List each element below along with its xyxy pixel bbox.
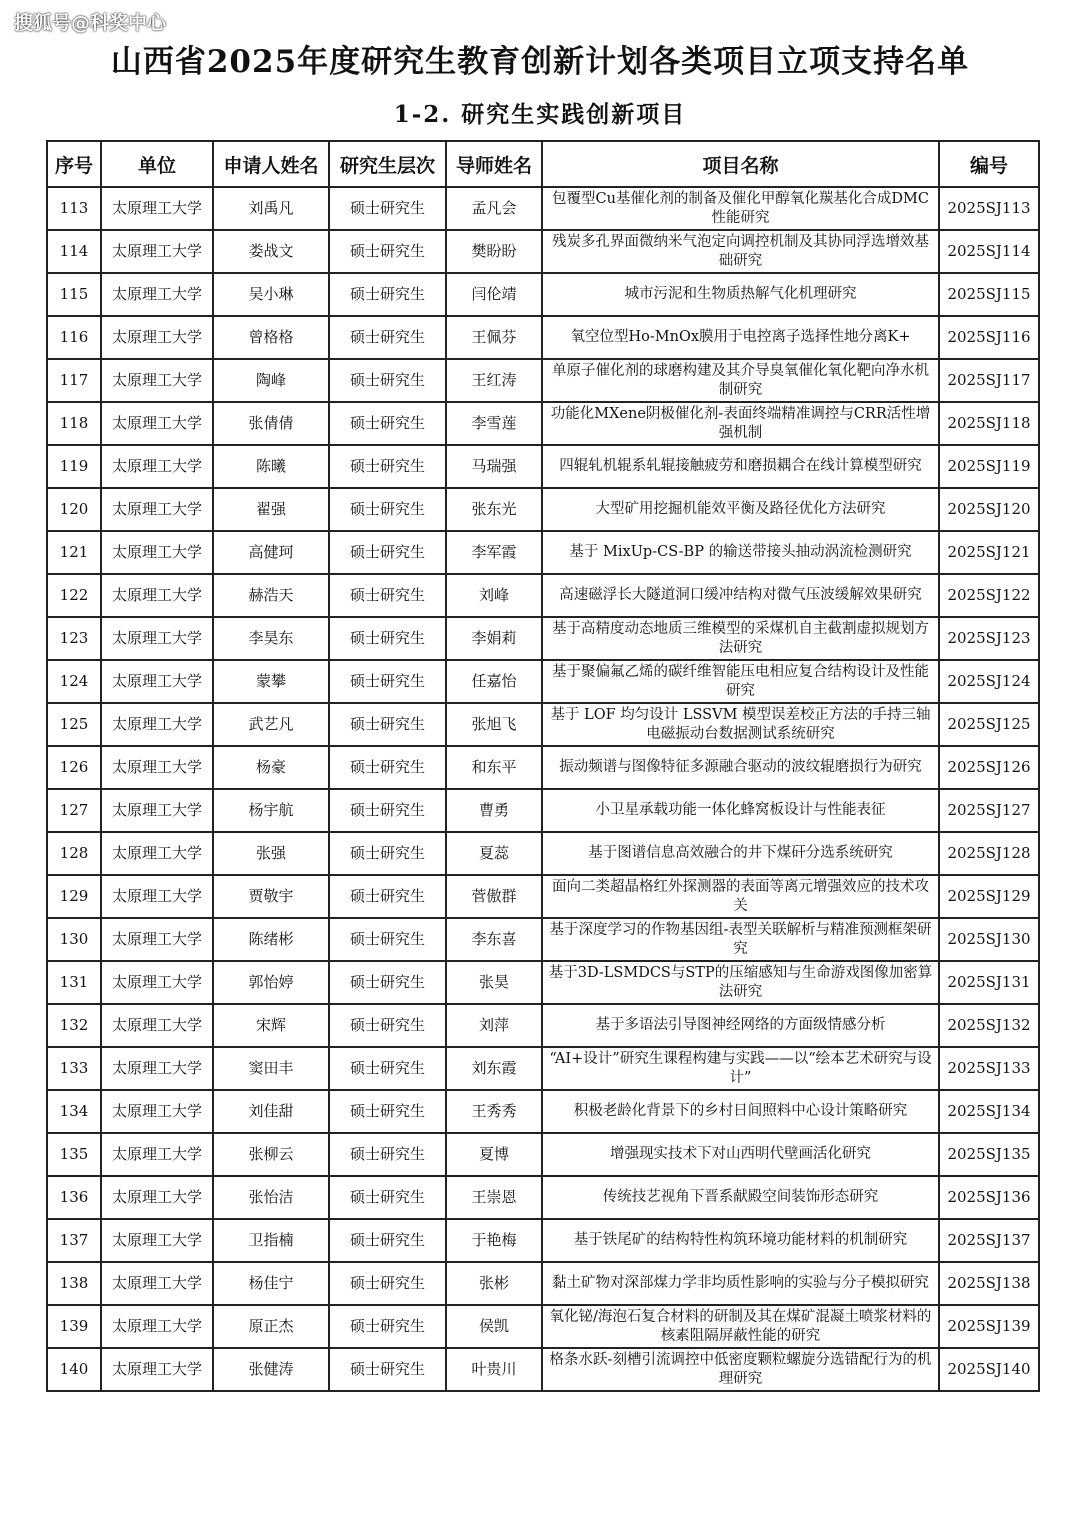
- header-no: 序号: [47, 141, 101, 187]
- cell-project: “AI+设计”研究生课程构建与实践——以“绘本艺术研究与设计”: [542, 1047, 939, 1090]
- cell-code: 2025SJ132: [939, 1004, 1039, 1047]
- cell-project: 包覆型Cu基催化剂的制备及催化甲醇氧化羰基化合成DMC性能研究: [542, 187, 939, 230]
- header-applicant: 申请人姓名: [213, 141, 329, 187]
- cell-code: 2025SJ125: [939, 703, 1039, 746]
- cell-level: 硕士研究生: [329, 402, 446, 445]
- cell-unit: 太原理工大学: [101, 273, 213, 316]
- cell-code: 2025SJ134: [939, 1090, 1039, 1133]
- cell-level: 硕士研究生: [329, 273, 446, 316]
- cell-level: 硕士研究生: [329, 1047, 446, 1090]
- cell-code: 2025SJ127: [939, 789, 1039, 832]
- cell-level: 硕士研究生: [329, 488, 446, 531]
- cell-advisor: 马瑞强: [446, 445, 542, 488]
- cell-project: 基于3D-LSMDCS与STP的压缩感知与生命游戏图像加密算法研究: [542, 961, 939, 1004]
- cell-advisor: 刘萍: [446, 1004, 542, 1047]
- table-row: [47, 574, 1039, 617]
- cell-unit: 太原理工大学: [101, 1133, 213, 1176]
- cell-no: 123: [47, 617, 101, 660]
- cell-code: 2025SJ122: [939, 574, 1039, 617]
- cell-code: 2025SJ119: [939, 445, 1039, 488]
- table-row: [47, 402, 1039, 445]
- cell-advisor: 张旭飞: [446, 703, 542, 746]
- cell-code: 2025SJ135: [939, 1133, 1039, 1176]
- cell-applicant: 陈曦: [213, 445, 329, 488]
- table-row: [47, 875, 1039, 918]
- cell-no: 137: [47, 1219, 101, 1262]
- cell-unit: 太原理工大学: [101, 1219, 213, 1262]
- cell-advisor: 孟凡会: [446, 187, 542, 230]
- cell-no: 128: [47, 832, 101, 875]
- cell-unit: 太原理工大学: [101, 574, 213, 617]
- cell-level: 硕士研究生: [329, 316, 446, 359]
- cell-code: 2025SJ116: [939, 316, 1039, 359]
- header-level: 研究生层次: [329, 141, 446, 187]
- cell-project: 小卫星承载功能一体化蜂窝板设计与性能表征: [542, 789, 939, 832]
- cell-no: 132: [47, 1004, 101, 1047]
- cell-advisor: 曹勇: [446, 789, 542, 832]
- cell-unit: 太原理工大学: [101, 1047, 213, 1090]
- cell-code: 2025SJ137: [939, 1219, 1039, 1262]
- cell-no: 115: [47, 273, 101, 316]
- cell-level: 硕士研究生: [329, 961, 446, 1004]
- watermark-text: 搜狐号@科奖中心: [14, 12, 167, 34]
- cell-unit: 太原理工大学: [101, 789, 213, 832]
- table-row: [47, 445, 1039, 488]
- cell-applicant: 陶峰: [213, 359, 329, 402]
- header-advisor: 导师姓名: [446, 141, 542, 187]
- cell-code: 2025SJ136: [939, 1176, 1039, 1219]
- cell-no: 133: [47, 1047, 101, 1090]
- cell-level: 硕士研究生: [329, 1090, 446, 1133]
- cell-code: 2025SJ133: [939, 1047, 1039, 1090]
- cell-project: 振动频谱与图像特征多源融合驱动的波纹辊磨损行为研究: [542, 746, 939, 789]
- cell-advisor: 张彬: [446, 1262, 542, 1305]
- cell-project: 基于多语法引导图神经网络的方面级情感分析: [542, 1004, 939, 1047]
- cell-no: 138: [47, 1262, 101, 1305]
- table-row: [47, 187, 1039, 230]
- cell-advisor: 张昊: [446, 961, 542, 1004]
- cell-project: 城市污泥和生物质热解气化机理研究: [542, 273, 939, 316]
- cell-no: 119: [47, 445, 101, 488]
- cell-project: 基于 LOF 均匀设计 LSSVM 模型误差校正方法的手持三轴电磁振动台数据测试系统研究: [542, 703, 939, 746]
- cell-advisor: 王崇恩: [446, 1176, 542, 1219]
- cell-applicant: 张柳云: [213, 1133, 329, 1176]
- cell-code: 2025SJ130: [939, 918, 1039, 961]
- cell-no: 118: [47, 402, 101, 445]
- cell-unit: 太原理工大学: [101, 230, 213, 273]
- cell-no: 121: [47, 531, 101, 574]
- cell-code: 2025SJ124: [939, 660, 1039, 703]
- cell-level: 硕士研究生: [329, 359, 446, 402]
- table-row: [47, 660, 1039, 703]
- cell-no: 127: [47, 789, 101, 832]
- cell-advisor: 夏蕊: [446, 832, 542, 875]
- cell-project: 积极老龄化背景下的乡村日间照料中心设计策略研究: [542, 1090, 939, 1133]
- cell-applicant: 吴小琳: [213, 273, 329, 316]
- cell-unit: 太原理工大学: [101, 660, 213, 703]
- page-subtitle: 1-2. 研究生实践创新项目: [393, 101, 687, 128]
- cell-advisor: 李东喜: [446, 918, 542, 961]
- table-row: [47, 1133, 1039, 1176]
- cell-code: 2025SJ131: [939, 961, 1039, 1004]
- cell-advisor: 和东平: [446, 746, 542, 789]
- cell-level: 硕士研究生: [329, 918, 446, 961]
- cell-advisor: 樊盼盼: [446, 230, 542, 273]
- cell-code: 2025SJ120: [939, 488, 1039, 531]
- cell-no: 124: [47, 660, 101, 703]
- cell-code: 2025SJ140: [939, 1348, 1039, 1391]
- cell-level: 硕士研究生: [329, 617, 446, 660]
- cell-applicant: 杨宇航: [213, 789, 329, 832]
- cell-unit: 太原理工大学: [101, 488, 213, 531]
- cell-applicant: 杨佳宁: [213, 1262, 329, 1305]
- cell-level: 硕士研究生: [329, 875, 446, 918]
- table-row: [47, 703, 1039, 746]
- cell-project: 四辊轧机辊系轧辊接触疲劳和磨损耦合在线计算模型研究: [542, 445, 939, 488]
- table-row: [47, 488, 1039, 531]
- cell-no: 131: [47, 961, 101, 1004]
- cell-code: 2025SJ123: [939, 617, 1039, 660]
- cell-unit: 太原理工大学: [101, 1090, 213, 1133]
- cell-project: 氧化铋/海泡石复合材料的研制及其在煤矿混凝土喷浆材料的核素阻隔屏蔽性能的研究: [542, 1305, 939, 1348]
- cell-code: 2025SJ128: [939, 832, 1039, 875]
- cell-advisor: 任嘉怡: [446, 660, 542, 703]
- table-row: [47, 1305, 1039, 1348]
- cell-project: 格条水跃-刻槽引流调控中低密度颗粒螺旋分选错配行为的机理研究: [542, 1348, 939, 1391]
- cell-advisor: 李娟莉: [446, 617, 542, 660]
- cell-level: 硕士研究生: [329, 187, 446, 230]
- cell-advisor: 王秀秀: [446, 1090, 542, 1133]
- cell-code: 2025SJ114: [939, 230, 1039, 273]
- cell-no: 114: [47, 230, 101, 273]
- cell-applicant: 张健涛: [213, 1348, 329, 1391]
- cell-unit: 太原理工大学: [101, 918, 213, 961]
- cell-project: 基于 MixUp-CS-BP 的输送带接头抽动涡流检测研究: [542, 531, 939, 574]
- cell-level: 硕士研究生: [329, 230, 446, 273]
- page-title: 山西省2025年度研究生教育创新计划各类项目立项支持名单: [110, 44, 970, 80]
- table-row: [47, 746, 1039, 789]
- cell-advisor: 刘东霞: [446, 1047, 542, 1090]
- cell-unit: 太原理工大学: [101, 402, 213, 445]
- table-header-row: [47, 141, 1039, 187]
- cell-project: 氧空位型Ho-MnOx膜用于电控离子选择性地分离K+: [542, 316, 939, 359]
- table-row: [47, 1262, 1039, 1305]
- cell-unit: 太原理工大学: [101, 1004, 213, 1047]
- cell-code: 2025SJ126: [939, 746, 1039, 789]
- table-row: [47, 1176, 1039, 1219]
- cell-no: 122: [47, 574, 101, 617]
- cell-level: 硕士研究生: [329, 1219, 446, 1262]
- cell-level: 硕士研究生: [329, 445, 446, 488]
- table-row: [47, 316, 1039, 359]
- cell-no: 139: [47, 1305, 101, 1348]
- cell-code: 2025SJ129: [939, 875, 1039, 918]
- cell-advisor: 张东光: [446, 488, 542, 531]
- table-row: [47, 531, 1039, 574]
- cell-unit: 太原理工大学: [101, 187, 213, 230]
- cell-applicant: 窦田丰: [213, 1047, 329, 1090]
- header-unit: 单位: [101, 141, 213, 187]
- cell-level: 硕士研究生: [329, 1262, 446, 1305]
- table-row: [47, 273, 1039, 316]
- cell-code: 2025SJ138: [939, 1262, 1039, 1305]
- cell-code: 2025SJ121: [939, 531, 1039, 574]
- cell-no: 135: [47, 1133, 101, 1176]
- cell-project: 功能化MXene阴极催化剂-表面终端精准调控与CRR活性增强机制: [542, 402, 939, 445]
- table-row: [47, 1047, 1039, 1090]
- cell-code: 2025SJ117: [939, 359, 1039, 402]
- cell-unit: 太原理工大学: [101, 703, 213, 746]
- cell-advisor: 李雪莲: [446, 402, 542, 445]
- cell-applicant: 高健珂: [213, 531, 329, 574]
- cell-level: 硕士研究生: [329, 789, 446, 832]
- cell-applicant: 陈绪彬: [213, 918, 329, 961]
- table-row: [47, 1219, 1039, 1262]
- cell-applicant: 娄战文: [213, 230, 329, 273]
- cell-project: 面向二类超晶格红外探测器的表面等离元增强效应的技术攻关: [542, 875, 939, 918]
- table-row: [47, 918, 1039, 961]
- cell-unit: 太原理工大学: [101, 875, 213, 918]
- cell-applicant: 刘禹凡: [213, 187, 329, 230]
- cell-project: 基于聚偏氟乙烯的碳纤维智能压电相应复合结构设计及性能研究: [542, 660, 939, 703]
- cell-code: 2025SJ113: [939, 187, 1039, 230]
- cell-no: 125: [47, 703, 101, 746]
- cell-advisor: 叶贵川: [446, 1348, 542, 1391]
- cell-unit: 太原理工大学: [101, 531, 213, 574]
- cell-applicant: 武艺凡: [213, 703, 329, 746]
- cell-applicant: 蒙攀: [213, 660, 329, 703]
- cell-no: 120: [47, 488, 101, 531]
- cell-applicant: 卫指楠: [213, 1219, 329, 1262]
- cell-project: 增强现实技术下对山西明代壁画活化研究: [542, 1133, 939, 1176]
- cell-unit: 太原理工大学: [101, 1176, 213, 1219]
- cell-level: 硕士研究生: [329, 1004, 446, 1047]
- cell-applicant: 张怡洁: [213, 1176, 329, 1219]
- cell-code: 2025SJ139: [939, 1305, 1039, 1348]
- cell-applicant: 张强: [213, 832, 329, 875]
- cell-unit: 太原理工大学: [101, 832, 213, 875]
- cell-applicant: 贾敬宇: [213, 875, 329, 918]
- cell-unit: 太原理工大学: [101, 359, 213, 402]
- cell-level: 硕士研究生: [329, 1133, 446, 1176]
- cell-advisor: 夏博: [446, 1133, 542, 1176]
- cell-applicant: 刘佳甜: [213, 1090, 329, 1133]
- cell-code: 2025SJ115: [939, 273, 1039, 316]
- cell-applicant: 张倩倩: [213, 402, 329, 445]
- cell-unit: 太原理工大学: [101, 1262, 213, 1305]
- cell-advisor: 李军霞: [446, 531, 542, 574]
- cell-project: 高速磁浮长大隧道洞口缓冲结构对微气压波缓解效果研究: [542, 574, 939, 617]
- cell-no: 134: [47, 1090, 101, 1133]
- table-row: [47, 961, 1039, 1004]
- cell-project: 基于铁尾矿的结构特性构筑环境功能材料的机制研究: [542, 1219, 939, 1262]
- cell-unit: 太原理工大学: [101, 961, 213, 1004]
- table-row: [47, 359, 1039, 402]
- cell-no: 117: [47, 359, 101, 402]
- cell-applicant: 郭怡婷: [213, 961, 329, 1004]
- cell-advisor: 王红涛: [446, 359, 542, 402]
- cell-level: 硕士研究生: [329, 1176, 446, 1219]
- cell-applicant: 宋辉: [213, 1004, 329, 1047]
- cell-level: 硕士研究生: [329, 660, 446, 703]
- cell-level: 硕士研究生: [329, 703, 446, 746]
- cell-no: 136: [47, 1176, 101, 1219]
- table-row: [47, 230, 1039, 273]
- header-project: 项目名称: [542, 141, 939, 187]
- table-row: [47, 1348, 1039, 1391]
- table-row: [47, 1004, 1039, 1047]
- cell-project: 传统技艺视角下晋系献殿空间装饰形态研究: [542, 1176, 939, 1219]
- cell-level: 硕士研究生: [329, 1305, 446, 1348]
- table-row: [47, 1090, 1039, 1133]
- cell-no: 130: [47, 918, 101, 961]
- cell-code: 2025SJ118: [939, 402, 1039, 445]
- cell-project: 基于高精度动态地质三维模型的采煤机自主截割虚拟规划方法研究: [542, 617, 939, 660]
- cell-applicant: 赫浩天: [213, 574, 329, 617]
- cell-level: 硕士研究生: [329, 1348, 446, 1391]
- table-row: [47, 617, 1039, 660]
- table-row: [47, 789, 1039, 832]
- cell-unit: 太原理工大学: [101, 1348, 213, 1391]
- project-table: [46, 140, 1040, 1392]
- cell-applicant: 杨豪: [213, 746, 329, 789]
- cell-unit: 太原理工大学: [101, 1305, 213, 1348]
- cell-level: 硕士研究生: [329, 531, 446, 574]
- table-row: [47, 832, 1039, 875]
- cell-advisor: 王佩芬: [446, 316, 542, 359]
- cell-no: 129: [47, 875, 101, 918]
- cell-level: 硕士研究生: [329, 832, 446, 875]
- cell-project: 大型矿用挖掘机能效平衡及路径优化方法研究: [542, 488, 939, 531]
- cell-no: 140: [47, 1348, 101, 1391]
- cell-unit: 太原理工大学: [101, 445, 213, 488]
- cell-applicant: 曾格格: [213, 316, 329, 359]
- cell-project: 单原子催化剂的球磨构建及其介导臭氧催化氧化靶向净水机制研究: [542, 359, 939, 402]
- cell-no: 113: [47, 187, 101, 230]
- cell-advisor: 侯凯: [446, 1305, 542, 1348]
- header-code: 编号: [939, 141, 1039, 187]
- cell-level: 硕士研究生: [329, 574, 446, 617]
- cell-project: 黏土矿物对深部煤力学非均质性影响的实验与分子模拟研究: [542, 1262, 939, 1305]
- cell-no: 126: [47, 746, 101, 789]
- cell-applicant: 翟强: [213, 488, 329, 531]
- cell-level: 硕士研究生: [329, 746, 446, 789]
- cell-no: 116: [47, 316, 101, 359]
- cell-applicant: 李昊东: [213, 617, 329, 660]
- cell-advisor: 于艳梅: [446, 1219, 542, 1262]
- cell-advisor: 菅傲群: [446, 875, 542, 918]
- cell-advisor: 闫伦靖: [446, 273, 542, 316]
- cell-unit: 太原理工大学: [101, 746, 213, 789]
- cell-applicant: 原正杰: [213, 1305, 329, 1348]
- cell-advisor: 刘峰: [446, 574, 542, 617]
- cell-project: 基于深度学习的作物基因组-表型关联解析与精准预测框架研究: [542, 918, 939, 961]
- cell-project: 基于图谱信息高效融合的井下煤矸分选系统研究: [542, 832, 939, 875]
- table-body: [47, 187, 1039, 1391]
- cell-unit: 太原理工大学: [101, 617, 213, 660]
- cell-unit: 太原理工大学: [101, 316, 213, 359]
- cell-project: 残炭多孔界面微纳米气泡定向调控机制及其协同浮选增效基础研究: [542, 230, 939, 273]
